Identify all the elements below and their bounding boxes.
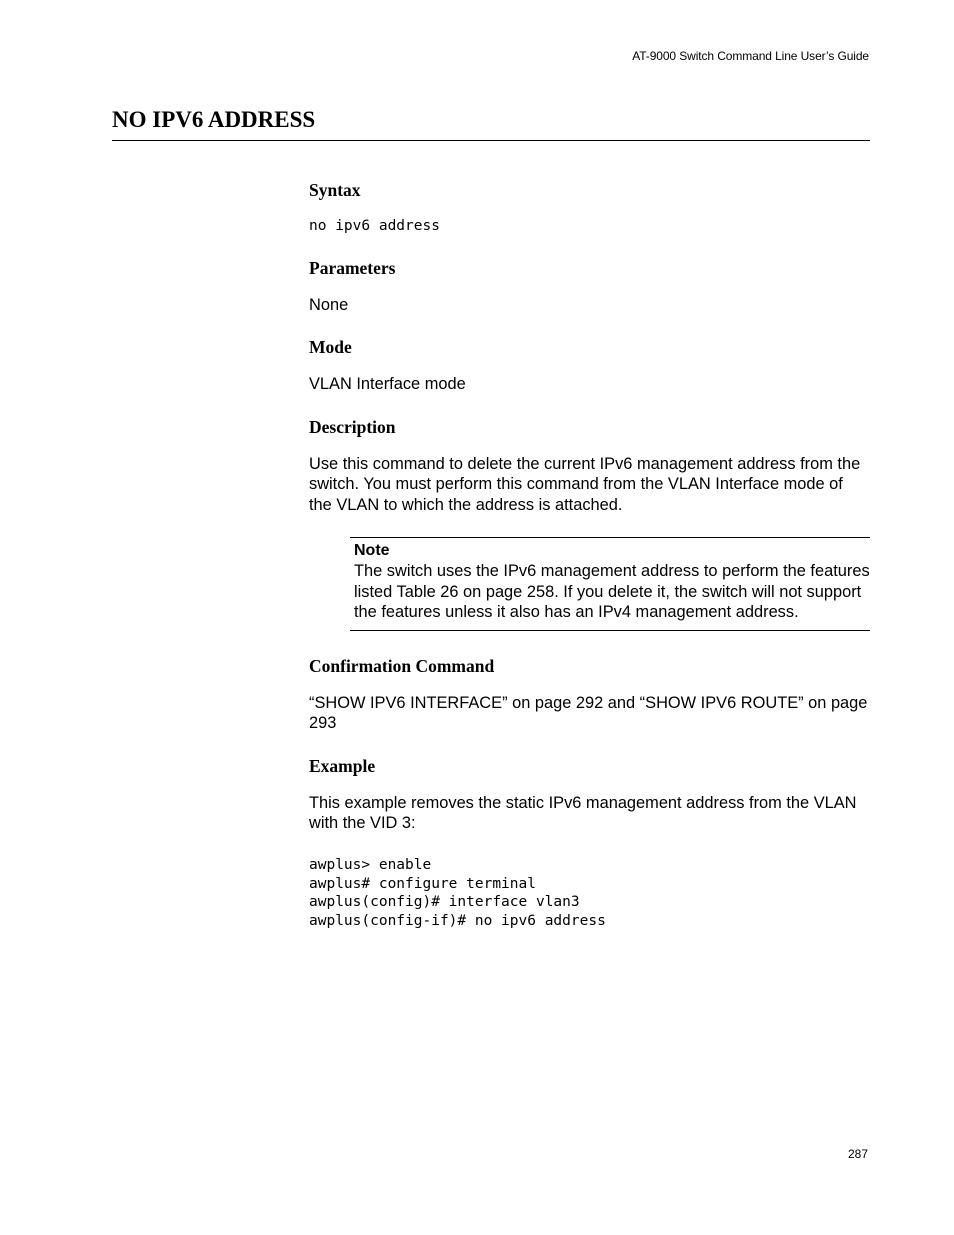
- code-line: awplus(config-if)# no ipv6 address: [309, 913, 606, 930]
- page-number: 287: [847, 1147, 868, 1161]
- content: [309, 180, 870, 953]
- syntax-code: no ipv6 address: [309, 218, 440, 234]
- description-heading: Description: [309, 416, 396, 437]
- code-line: awplus> enable: [309, 856, 432, 873]
- running-header: AT-9000 Switch Command Line User’s Guide: [632, 49, 869, 63]
- page-title: NO IPV6 ADDRESS: [112, 107, 316, 132]
- example-text: This example removes the static IPv6 management address from the VLAN with the VID 3:: [309, 793, 857, 833]
- parameters-heading: Parameters: [309, 257, 396, 278]
- note-text: The switch uses the IPv6 management address to perform the features listed Table 26 on page 258. If you delete it, the switch will not support the features unless it also has an IPv4 management address.: [354, 562, 870, 622]
- title-rule: [112, 140, 870, 141]
- note-box: [350, 537, 870, 631]
- note-label: Note: [354, 542, 390, 560]
- parameters-text: None: [309, 295, 349, 314]
- description-text: Use this command to delete the current IPv6 management address from the switch. You must perform this command from the VLAN Interface mode of the VLAN to which the address is attached.: [309, 454, 861, 514]
- code-line: awplus# configure terminal: [309, 875, 536, 892]
- code-line: awplus(config)# interface vlan3: [309, 894, 580, 911]
- confirmation-heading: Confirmation Command: [309, 655, 495, 676]
- example-heading: Example: [309, 755, 376, 776]
- mode-heading: Mode: [309, 337, 352, 358]
- syntax-heading: Syntax: [309, 180, 361, 200]
- confirmation-text: “SHOW IPV6 INTERFACE” on page 292 and “SHOW IPV6 ROUTE” on page 293: [309, 693, 868, 733]
- example-code: [309, 856, 870, 931]
- mode-text: VLAN Interface mode: [309, 375, 466, 394]
